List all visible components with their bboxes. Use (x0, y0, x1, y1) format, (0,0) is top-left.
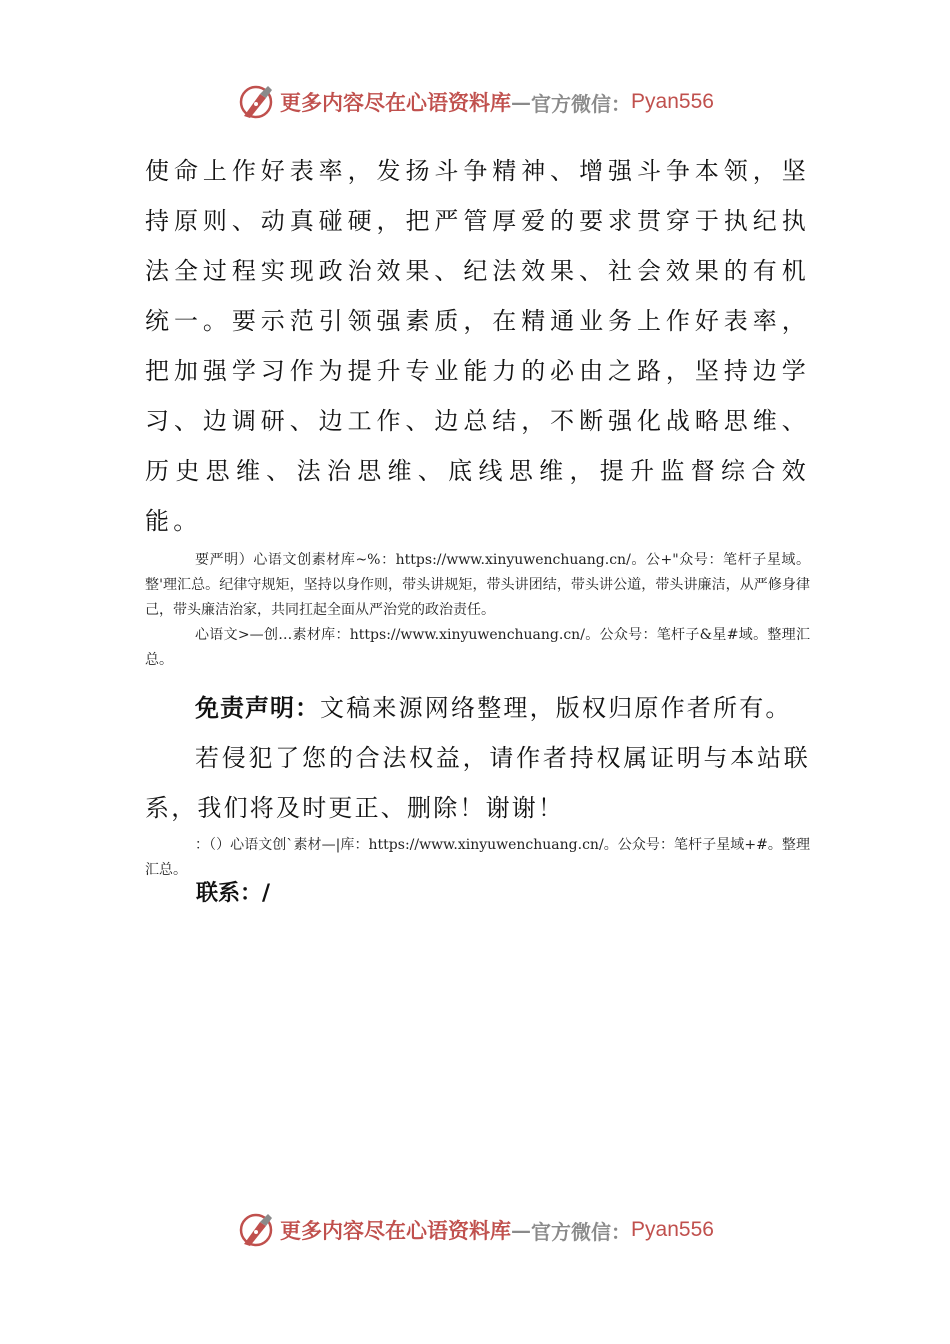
document-body (145, 146, 810, 883)
banner-wechat-label: 官方微信： (531, 91, 632, 116)
pen-nib-logo-icon (236, 82, 276, 122)
pen-nib-logo-icon (236, 1210, 276, 1250)
source-note-2: 心语文>—创…素材库：https://www.xinyuwenchuang.cn/。公众号：笔杆子&星#域。整理汇总。 (145, 627, 810, 668)
banner-wechat-id: Pyan556 (631, 90, 714, 113)
banner-dash: — (511, 1218, 532, 1242)
banner-site-name: 更多内容尽在心语资料库 (280, 1218, 512, 1243)
disclaimer-contact-text: 若侵犯了您的合法权益，请作者持权属证明与本站联系，我们将及时更正、删除！谢谢！ (145, 744, 810, 822)
footer-banner (0, 1208, 950, 1252)
source-note-1: 要严明）心语文创素材库~%：https://www.xinyuwenchuang.cn/。公+"众号：笔杆子星域。整'理汇总。纪律守规矩，坚持以身作则，带头讲规矩，带头讲团结，带头讲公道，带头讲廉洁，从严修身律己，带头廉洁治家，共同扛起全面从严治党的政治责任。 (145, 552, 810, 618)
contact-line: 联系：/ (196, 881, 271, 906)
banner-wechat-id: Pyan556 (631, 1218, 714, 1241)
banner-dash: — (511, 90, 532, 114)
disclaimer-text: 文稿来源网络整理，版权归原作者所有。 (320, 694, 792, 722)
banner-wechat-label: 官方微信： (531, 1219, 632, 1244)
banner-site-name: 更多内容尽在心语资料库 (280, 90, 512, 115)
main-paragraph: 使命上作好表率，发扬斗争精神、增强斗争本领，坚持原则、动真碰硬，把严管厚爱的要求贯穿于执纪执法全过程实现政治效果、纪法效果、社会效果的有机统一。要示范引领强素质，在精通业务上作好表率，把加强学习作为提升专业能力的必由之路，坚持边学习、边调研、边工作、边总结，不断强化战略思维、历史思维、法治思维、底线思维，提升监督综合效能。 (145, 157, 810, 535)
disclaimer-line (145, 683, 810, 733)
source-note-3: ：（）心语文创`素材—|库：https://www.xinyuwenchuang.cn/。公众号：笔杆子星域+#。整理汇总。 (145, 837, 810, 878)
disclaimer-label: 免责声明： (195, 694, 320, 722)
header-banner (0, 80, 950, 124)
